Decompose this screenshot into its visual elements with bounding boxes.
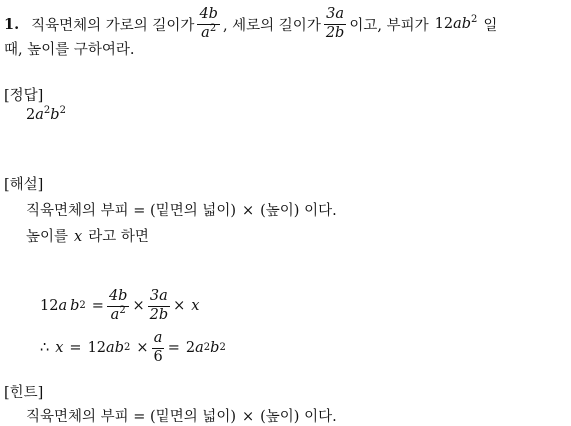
width-numerator: 4b bbox=[197, 7, 220, 24]
width-fraction bbox=[197, 7, 220, 40]
solution-line-1: 직육면체의 부피 = (밑면의 넓이) × (높이) 이다. bbox=[26, 203, 337, 219]
hint-line: 직육면체의 부피 = (밑면의 넓이) × (높이) 이다. bbox=[26, 409, 337, 425]
eq2-fraction: $\frac{a}{6}$ bbox=[153, 330, 163, 365]
equation-2: ∴ x = 12 a b 2 × $\frac{a}{6}$ = 2 a 2 b 2 bbox=[40, 330, 226, 365]
problem-text-3: 이고, 부피가 bbox=[349, 17, 429, 34]
answer-label: [정답] bbox=[4, 88, 44, 104]
depth-denominator: 2b bbox=[325, 24, 345, 41]
problem-number: 1. bbox=[4, 15, 20, 33]
width-denominator: $a^2$ bbox=[201, 22, 217, 41]
equation-1: 12 a b 2 = $\frac{4b}{a^2}$ × $\frac{3a}{2b}$ × x bbox=[40, 288, 200, 323]
eq1-fraction-2: $\frac{3a}{2b}$ bbox=[149, 288, 169, 323]
solution-line-2: 높이를 x 라고 하면 bbox=[26, 229, 149, 245]
problem-line-2: 때, 높이를 구하여라. bbox=[4, 42, 135, 58]
problem-text-1: 직육면체의 가로의 길이가 bbox=[31, 17, 195, 34]
problem-text-4: 일 bbox=[483, 17, 498, 34]
depth-fraction bbox=[324, 7, 347, 40]
solution-label: [해설] bbox=[4, 177, 44, 193]
depth-numerator: 3a bbox=[324, 7, 346, 24]
volume-expression: $12ab^2$ bbox=[434, 14, 478, 32]
hint-label: [힌트] bbox=[4, 385, 44, 401]
eq1-fraction-1: $\frac{4b}{a^2}$ bbox=[108, 288, 128, 323]
problem-text-2: , 세로의 길이가 bbox=[222, 17, 321, 34]
answer-expression: $2a^2b^2$ bbox=[26, 105, 66, 123]
